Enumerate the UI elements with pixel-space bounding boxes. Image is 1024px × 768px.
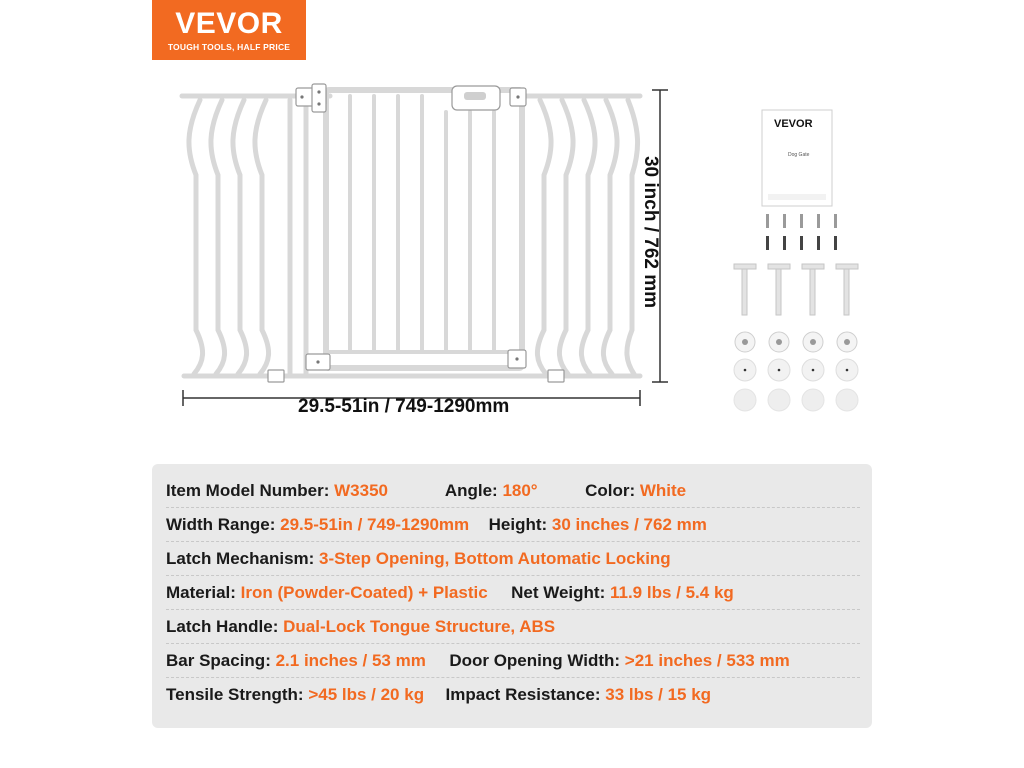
height-dimension-label: 30 inch / 762 mm: [640, 155, 661, 309]
manual-title: VEVOR: [774, 118, 813, 130]
spec-label: Latch Handle:: [166, 617, 284, 636]
spec-row-width: [166, 508, 864, 542]
width-dimension-label: 29.5-51in / 749-1290mm: [298, 396, 510, 417]
spec-row-bar-spacing: [166, 644, 864, 678]
gate-frame: [182, 90, 640, 376]
spec-value: >21 inches / 533 mm: [624, 651, 790, 670]
spec-row-material: [166, 576, 864, 610]
nuts: [735, 332, 857, 352]
nut-holes: [742, 339, 850, 345]
brand-name: VEVOR: [175, 7, 283, 40]
spec-value: 30 inches / 762 mm: [551, 515, 707, 534]
spec-row-tensile: [166, 678, 864, 712]
spec-label: Impact Resistance:: [445, 685, 606, 704]
spec-value: 33 lbs / 15 kg: [605, 685, 712, 704]
spec-row-latch-mechanism: [166, 542, 864, 576]
wall-pads: [734, 389, 858, 411]
spec-label: Height:: [488, 515, 552, 534]
spec-value: Dual-Lock Tongue Structure, ABS: [283, 617, 556, 636]
hinge-screws: [300, 90, 519, 363]
spec-value: >45 lbs / 20 kg: [308, 685, 425, 704]
spec-label: Door Opening Width:: [449, 651, 625, 670]
spec-value: W3350: [334, 481, 388, 500]
screws-row-2: [766, 236, 837, 250]
spec-value: Iron (Powder-Coated) + Plastic: [240, 583, 488, 602]
spec-value: 2.1 inches / 53 mm: [275, 651, 426, 670]
spec-label: Latch Mechanism:: [166, 549, 320, 568]
spec-label: Tensile Strength:: [166, 685, 309, 704]
wall-cup-dots: [744, 369, 849, 372]
spec-value: 29.5-51in / 749-1290mm: [280, 515, 470, 534]
spec-panel: [152, 464, 872, 728]
spec-label: Angle:: [444, 481, 503, 500]
spec-row-model: [166, 474, 864, 508]
spec-label: Material:: [166, 583, 241, 602]
wall-cups: [734, 359, 858, 381]
spec-label: Bar Spacing:: [166, 651, 276, 670]
spec-value: 180°: [502, 481, 538, 500]
spec-value: 3-Step Opening, Bottom Automatic Locking: [319, 549, 671, 568]
spec-label: Net Weight:: [511, 583, 610, 602]
brand-tagline: TOUGH TOOLS, HALF PRICE: [167, 42, 291, 52]
pressure-bolts: [734, 264, 858, 315]
spec-value: White: [639, 481, 687, 500]
spec-label: Item Model Number:: [166, 481, 335, 500]
spec-value: 11.9 lbs / 5.4 kg: [609, 583, 734, 602]
manual-subtitle: Dog Gate: [788, 152, 810, 158]
latch-handle-grip: [464, 92, 486, 100]
spec-label: Width Range:: [166, 515, 281, 534]
spec-row-latch-handle: [166, 610, 864, 644]
screws-row-1: [766, 214, 837, 228]
spec-label: Color:: [585, 481, 640, 500]
